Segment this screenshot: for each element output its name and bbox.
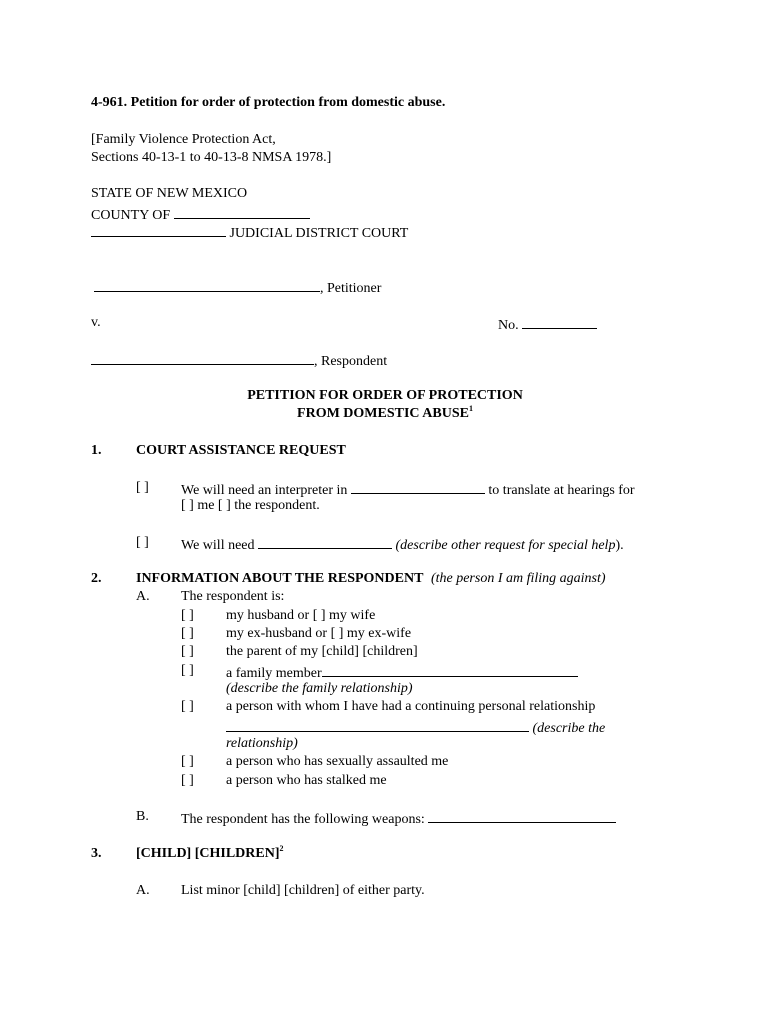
section3-number: 3.	[91, 846, 102, 861]
special-help-blank[interactable]	[258, 534, 392, 549]
section1-number: 1.	[91, 443, 102, 458]
respondent-blank[interactable]	[91, 350, 314, 365]
state-line: STATE OF NEW MEXICO	[91, 186, 248, 201]
section2-heading-note: (the person I am filing against)	[430, 571, 606, 586]
district-blank[interactable]	[91, 222, 226, 237]
county-blank[interactable]	[174, 204, 310, 219]
interpreter-for-options[interactable]: [ ] me [ ] the respondent.	[181, 498, 320, 513]
checkbox-family-member[interactable]: [ ]	[181, 663, 194, 678]
rule-title: 4-961. Petition for order of protection from domestic abuse.	[91, 95, 446, 110]
list-children-text: List minor [child] [children] of either party.	[181, 883, 425, 898]
section3-a-label: A.	[136, 883, 150, 898]
section3-heading: [CHILD] [CHILDREN]	[136, 846, 280, 861]
checkbox-sexual-assault[interactable]: [ ]	[181, 754, 194, 769]
special-help-note-end: ).	[615, 538, 624, 553]
checkbox-interpreter[interactable]: [ ]	[136, 480, 149, 495]
petitioner-line	[94, 277, 381, 298]
family-member-text: a family member	[226, 666, 322, 681]
special-help-note: (describe other request for special help	[395, 538, 616, 553]
option-continuing-relationship: a person with whom I have had a continuing personal relationship	[226, 699, 596, 714]
respondent-line	[91, 350, 387, 371]
footnote-marker-2: 2	[279, 844, 284, 853]
section2-a-label: A.	[136, 589, 150, 604]
checkbox-parent[interactable]: [ ]	[181, 644, 194, 659]
option-ex-spouse: my ex-husband or [ ] my ex-wife	[226, 626, 412, 641]
family-relationship-blank[interactable]	[322, 662, 578, 677]
continuing-relationship-note2: relationship)	[226, 736, 298, 751]
section2-b-label: B.	[136, 809, 149, 824]
act-citation-line2: Sections 40-13-1 to 40-13-8 NMSA 1978.]	[91, 150, 332, 165]
district-label: JUDICIAL DISTRICT COURT	[229, 226, 409, 241]
petitioner-label: , Petitioner	[320, 281, 382, 296]
continuing-relationship-note: (describe the	[532, 721, 606, 736]
checkbox-ex-husband[interactable]: [ ]	[181, 626, 194, 641]
versus: v.	[91, 315, 101, 330]
option-stalked: a person who has stalked me	[226, 773, 387, 788]
checkbox-husband[interactable]: [ ]	[181, 608, 194, 623]
petitioner-blank[interactable]	[94, 277, 320, 292]
respondent-is-intro: The respondent is:	[181, 589, 285, 604]
footnote-marker-1: 1	[468, 404, 473, 413]
checkbox-continuing-relationship[interactable]: [ ]	[181, 699, 194, 714]
need-text: We will need	[181, 538, 255, 553]
checkbox-special-help[interactable]: [ ]	[136, 535, 149, 550]
district-line	[91, 222, 408, 243]
weapons-text: The respondent has the following weapons:	[181, 812, 425, 827]
respondent-label: , Respondent	[314, 354, 388, 369]
option-sexual-assault: a person who has sexually assaulted me	[226, 754, 449, 769]
doc-title-line1: PETITION FOR ORDER OF PROTECTION	[247, 388, 523, 403]
section1-heading: COURT ASSISTANCE REQUEST	[136, 443, 346, 458]
interpreter-language-blank[interactable]	[351, 479, 485, 494]
section2-heading-line	[136, 570, 606, 588]
interpreter-text: We will need an interpreter in	[181, 483, 348, 498]
checkbox-stalked[interactable]: [ ]	[181, 773, 194, 788]
act-citation-line1: [Family Violence Protection Act,	[91, 132, 276, 147]
section3-heading-line	[136, 845, 284, 863]
weapons-blank[interactable]	[428, 808, 616, 823]
option-parent: the parent of my [child] [children]	[226, 644, 418, 659]
special-help-line	[181, 534, 624, 555]
doc-title-line2	[0, 405, 770, 423]
weapons-line	[181, 808, 616, 829]
county-label: COUNTY OF	[91, 208, 171, 223]
section2-heading: INFORMATION ABOUT THE RESPONDENT	[136, 571, 424, 586]
continuing-relationship-blank[interactable]	[226, 717, 529, 732]
section2-number: 2.	[91, 571, 102, 586]
case-number-blank[interactable]	[522, 314, 597, 329]
family-relationship-note: (describe the family relationship)	[226, 681, 413, 696]
option-husband-wife: my husband or [ ] my wife	[226, 608, 376, 623]
case-number-label: No.	[498, 318, 519, 333]
doc-title-line2-text: FROM DOMESTIC ABUSE	[297, 406, 469, 421]
interpreter-text2: to translate at hearings for	[488, 483, 635, 498]
case-number-line	[498, 314, 597, 335]
